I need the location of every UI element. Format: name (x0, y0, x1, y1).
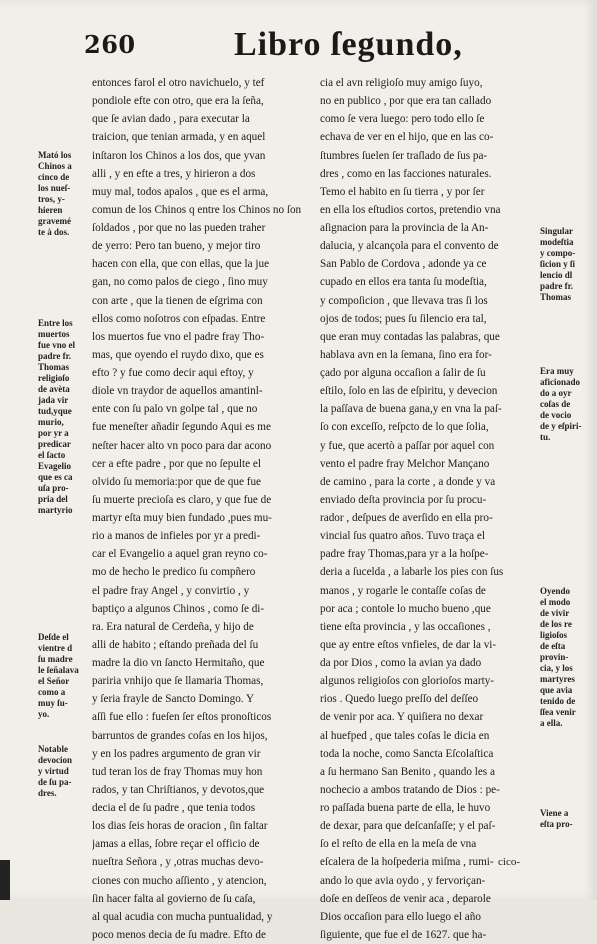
left-column-line: jamas a ellas, ſobre reçar el officio de (92, 838, 260, 851)
right-column-line: ojos de todos; pues ſu ſilencio era tal, (320, 312, 487, 325)
left-column-line: decia el de ſu padre , que tenia todos (92, 802, 256, 814)
margin-note-parents-devotion: Notable devocion y virtud de ſu pa- dres. (38, 744, 73, 798)
margin-note-desire-to-come: Oyendo el modo de vivir de los re ligioſos de eſta provin- cia, y los martyres que avia tenido de ſſea venir a ella. (540, 586, 576, 728)
left-column-line: nueſtra Señora , y ,otras muchas devo- (92, 856, 264, 869)
left-column-line: car el Evangelio a aquel gran reyno co- (92, 548, 268, 561)
catchword: cico- (498, 856, 520, 868)
left-column-line: y en los padres argumento de gran vir (92, 747, 261, 760)
left-column-line: fue meneſter añadir ſegundo Aqui es me (92, 421, 271, 434)
right-column-line: cia el avn religioſo muy amigo ſuyo, (320, 77, 483, 89)
right-column-line: cupado en ellos era tanta ſu modeſtia, (320, 276, 487, 289)
page-header (84, 26, 544, 70)
left-column-line: neſter hacer alto vn poco para dar acono (92, 439, 272, 452)
right-column-line: deria a ſucelda , a labarle los pies con ſus (320, 566, 504, 579)
right-column-line: ro paſſada buena parte de ella, le huvo (320, 802, 491, 814)
right-column-line: ſo el reſto de ella en la meſa de vna (320, 838, 477, 851)
left-column-line: los dias ſeis horas de oracion , ſin faltar (92, 820, 268, 833)
right-column-line: tiene eſta provincia , y las occaſiones , (320, 620, 491, 633)
right-column-line: algunos religioſos con glorioſos marty- (320, 675, 495, 688)
left-column-line: ra. Era natural de Cerdeña, y hijo de (92, 620, 254, 633)
right-column-line: ando lo que avia oydo , y fervoriçan- (320, 874, 486, 887)
right-column-line: de camino , para la corte , a donde y va (320, 475, 496, 488)
right-column-line: dres , como en las facciones naturales. (320, 167, 492, 180)
left-column-line: baptiço a algunos Chinos , como ſe di- (92, 602, 265, 615)
left-column-line: con arte , que la tienen de eſgrima con (92, 294, 263, 307)
left-column-line: hacen con ella, que con ellas, que la jue (92, 258, 270, 271)
left-column-line: y ſeria frayle de Sancto Domingo. Y (92, 693, 255, 706)
right-column-line: eſcalera de la hoſpederia miſma , rumi- (320, 856, 494, 869)
right-column-line: dalucia, y alcançola para el convento de (320, 240, 499, 253)
right-column-line: como ſe vera luego: pero todo ello ſe (320, 113, 485, 126)
left-text-column (92, 74, 310, 944)
right-column-line: y fue, que acertò a paſſar por aquel con (320, 439, 495, 452)
left-column-line: madre la dio vn ſancto Hermitaño, que (92, 657, 265, 669)
left-column-line: martyr eſta muy bien fundado ,pues mu- (92, 512, 272, 524)
right-column-line: enviado deſta provincia por ſu procu- (320, 493, 487, 506)
right-column-line: al huefped , que tales coſas le dicia en (320, 729, 490, 742)
left-column-line: ellos como noſotros con eſpadas. Entre (92, 312, 266, 325)
right-column-line: San Pablo de Cordova , adonde ya ce (320, 258, 487, 271)
left-column-line: comun de los Chinos q entre los Chinos no ſon (92, 203, 302, 216)
right-column-line: y compoſicion , que llevava tras ſi los (320, 294, 488, 307)
margin-note-thomas-martyr: Entre los muertos fue vno el padre fr. Thomas religioſo de avèta jada vir tud,yque murio, por yr a predicar el ſacto Evagelio que es ca uſa pro- pria del martyrio (38, 318, 75, 515)
page-number: 260 (84, 30, 136, 59)
right-column-line: doſe en deſſeos de venir aca , deparole (320, 892, 491, 905)
right-column-line: no en publico , por que era tan callado (320, 95, 492, 108)
right-column-line: da por Dios , como la avian ya dado (320, 657, 482, 669)
left-column-line: aſſi fue ello : fueſen ſer eſtos pronoſticos (92, 711, 272, 724)
left-column-line: barruntos de grandes coſas en los hijos, (92, 729, 268, 742)
left-column-line: alli , y en efte a tres, y hirieron a dos (92, 167, 256, 180)
left-column-line: que ſe avian dado , para executar la (92, 113, 250, 126)
margin-note-chinos-attack: Mató los Chinos a cinco de los nueſ- tros, y- hieren gravemé te à dos. (38, 150, 72, 237)
left-column-line: el padre fray Angel , y convirtio , y (92, 584, 250, 597)
left-column-line: mo de hecho le predico ſu compñero (92, 566, 256, 579)
right-column-line: Dios occaſion para ello luego el año (320, 910, 481, 923)
margin-note-spiritual-things: Era muy aficionado do a oyr coſas de de vocio de y eſpiri- tu. (540, 366, 582, 442)
left-column-line: alli de habito ; eſtando preñada del ſu (92, 638, 259, 651)
right-column-line: ſtumbres ſuelen ſer traſlado de ſus pa- (320, 149, 488, 162)
right-column-line: que ay entre eſtos vnfieles, de dar la vi- (320, 638, 497, 651)
margin-note-mothers-womb: Deſde el vientre d ſu madre le ſeñalava el Señor como a muy ſu- yo. (38, 632, 79, 719)
right-column-line: echava de ver en el hijo, que en las co- (320, 131, 494, 144)
right-column-line: vento el padre fray Melchor Mançano (320, 457, 490, 470)
left-column-line: ſin hacer falta al govierno de ſu caſa, (92, 892, 256, 905)
left-column-line: rados, y tan Chriſtianos, y devotos,que (92, 783, 265, 796)
left-column-line: al qual acudia con mucha puntualidad, y (92, 910, 273, 923)
right-column-line: hablava avn en la ſemana, ſino era for- (320, 348, 492, 361)
left-column-line: ſu muerte precioſa es claro, y que fue de (92, 493, 272, 506)
right-column-line: Temo el habito en ſu tierra , y por ſer (320, 185, 485, 198)
left-column-line: pariria vnhijo que ſe llamaria Thomas, (92, 675, 264, 688)
left-column-line: ſoldados , por que no las pueden traher (92, 222, 266, 234)
right-column-line: toda la noche, como Sancta Eſcolaſtica (320, 747, 494, 760)
margin-note-comes-to-province: Viene a eſta pro- (540, 808, 573, 829)
right-column-line: nochecio a ambos tratando de Dios : pe- (320, 783, 500, 796)
running-title: Libro ſegundo, (234, 26, 463, 63)
right-text-column (320, 74, 538, 944)
left-column-line: mas, que oyendo el ruydo dixo, que es (92, 348, 264, 361)
left-column-line: ciones con mucho aſſiento , y atencion, (92, 874, 267, 887)
right-column-line: çado por alguna occaſion a ſalir de ſu (320, 367, 486, 379)
left-column-line: rio a manos de infieles por yr a predi- (92, 530, 261, 543)
left-column-line: gan, no como palos de ciego , ſino muy (92, 276, 268, 289)
right-column-line: de venir por aca. Y quiſiera no dexar (320, 711, 484, 724)
right-column-line: en ella los eſtudios cortos, pretendio vna (320, 203, 501, 216)
margin-note-modesty: Singular modeſtia y compo- ſicion y ſi lencio dl padre fr. Thomas (540, 226, 576, 302)
left-column-line: diole vn traydor de aquellos amantinl- (92, 385, 263, 398)
left-column-line: cer a efte padre , por que no ſepulte el (92, 457, 261, 470)
right-column-line: por aca ; contole lo mucho bueno ,que (320, 602, 491, 615)
scan-edge-shadow (0, 860, 10, 900)
right-column-line: padre fray Thomas,para yr a la hoſpe- (320, 548, 489, 561)
left-column-line: muy mal, todos apalos , que es el arma, (92, 185, 269, 198)
left-column-line: pondiole efte con otro, que era la ſeña, (92, 95, 264, 108)
left-column-line: entonces farol el otro navichuelo, y tef (92, 77, 265, 89)
right-column-line: a ſu hermano San Benito , quando les a (320, 765, 495, 778)
right-column-line: manos , y rogarle le contaſſe coſas de (320, 584, 486, 597)
right-column-line: ſiguiente, que fue el de 1627. que ha- (320, 928, 487, 941)
left-column-line: de yerro: Pero tan bueno, y mejor tiro (92, 240, 261, 253)
right-column-line: ſo con exceſſo, reſpcto de lo que ſolia, (320, 421, 489, 434)
right-column-line: rios . Quedo luego preſſo del deſſeo (320, 693, 479, 706)
left-column-line: efto ? y fue como decir aqui eftoy, y (92, 367, 254, 379)
left-column-line: ente con ſu palo vn golpe tal , que no (92, 403, 258, 416)
right-column-line: que eran muy contadas las palabras, que (320, 330, 500, 343)
right-column-line: de dexar, para que deſcanſaſſe; y el paſ- (320, 820, 496, 833)
right-column-line: aſignacion para la provincia de la An- (320, 222, 489, 234)
right-column-line: rador , deſpues de averſido en ella pro- (320, 512, 493, 524)
left-column-line: poco menos decia de ſu madre. Efto de (92, 928, 266, 941)
left-column-line: tud teran los de fray Thomas muy hon (92, 765, 263, 778)
left-column-line: olvido ſu memoria:por que de que fue (92, 475, 262, 488)
left-column-line: los muertos fue vno el padre fray Tho- (92, 330, 265, 343)
right-column-line: vincial ſus quatro años. Tuvo traça el (320, 530, 485, 543)
left-column-line: inſtaron los Chinos a los dos, que yvan (92, 149, 266, 162)
right-column-line: la paſſava de buena gana,y en vna la paſ- (320, 403, 502, 416)
right-column-line: eſtilo, ſolo en las de eſpiritu, y devecion (320, 385, 498, 398)
left-column-line: traicion, que tenian armada, y en aquel (92, 131, 266, 144)
